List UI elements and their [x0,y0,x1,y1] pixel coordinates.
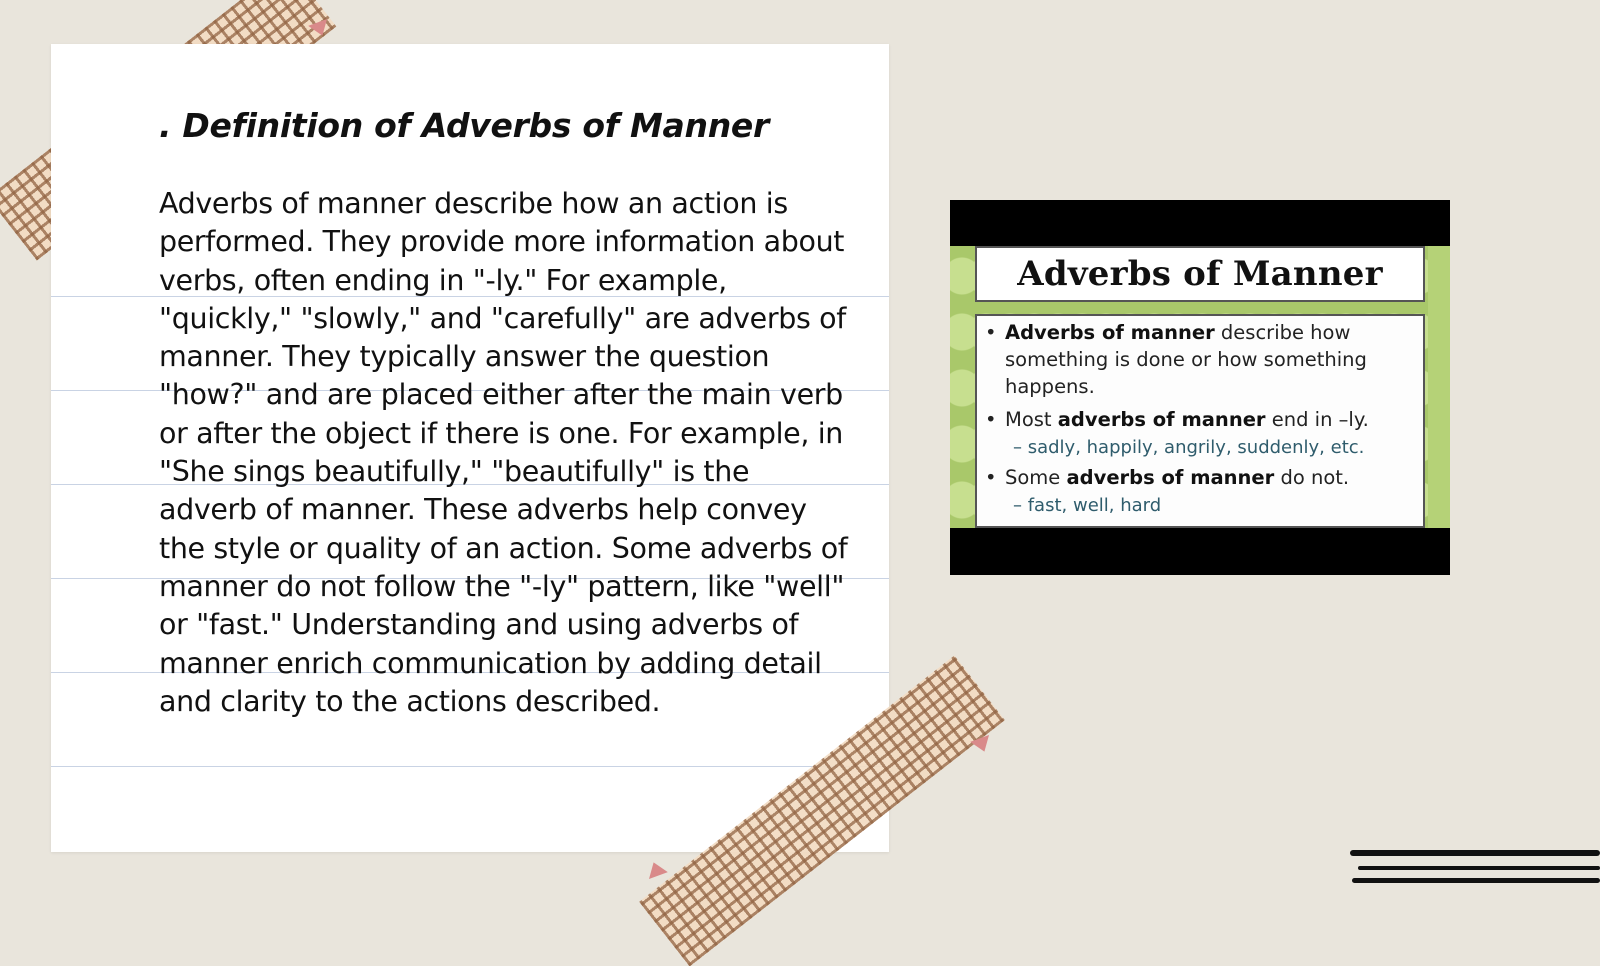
bullet-3-pre: Some [1005,466,1067,489]
adverbs-slide-image [950,200,1450,575]
slide-side-band [1428,246,1450,528]
slide-title: Adverbs of Manner [975,246,1425,302]
bullet-1-bold: Adverbs of manner [1005,321,1215,344]
bullet-symbol: • [985,408,997,431]
bullet-2-bold: adverbs of manner [1057,408,1266,431]
bullet-2-post: end in –ly. [1265,408,1369,431]
bullet-symbol: • [985,321,997,344]
bullet-3-post: do not. [1274,466,1350,489]
decorative-stroke [1350,850,1600,856]
bullet-2-pre: Most [1005,408,1058,431]
note-paper [51,44,889,852]
tape-tip-bottom-left [644,859,668,879]
bullet-symbol: • [985,466,997,489]
decorative-stroke [1358,866,1600,870]
slide-sub-bullet-3: – fast, well, hard [1013,495,1162,516]
decorative-stroke [1352,878,1600,883]
bullet-1-text: describe how something is done or how something happens. [1005,321,1367,398]
bullet-3-bold: adverbs of manner [1066,466,1275,489]
ruled-line [51,766,889,767]
slide-sub-bullet-2: – sadly, happily, angrily, suddenly, etc. [1013,437,1365,458]
slide-bullet-1 [985,319,1415,400]
section-heading: . Definition of Adverbs of Manner [159,106,769,145]
slide-bullet-2 [985,406,1415,433]
definition-paragraph: Adverbs of manner describe how an action is performed. They provide more information about verbs, often ending in "-ly." For example, "quickly," "slowly," and "carefully" are adverbs of manner. They typically answer the question "how?" and are placed either after the main verb or after the object if there is one. For example, in "She sings beautifully," "beautifully" is the adverb of manner. These adverbs help convey the style or quality of an action. Some adverbs of manner do not follow the "-ly" pattern, like "well" or "fast." Understanding and using adverbs of manner enrich communication by adding detail and clarity to the actions described. [159,187,848,718]
slide-bullet-3 [985,464,1415,491]
slide-panel [950,246,1450,528]
slide-content [975,314,1425,528]
